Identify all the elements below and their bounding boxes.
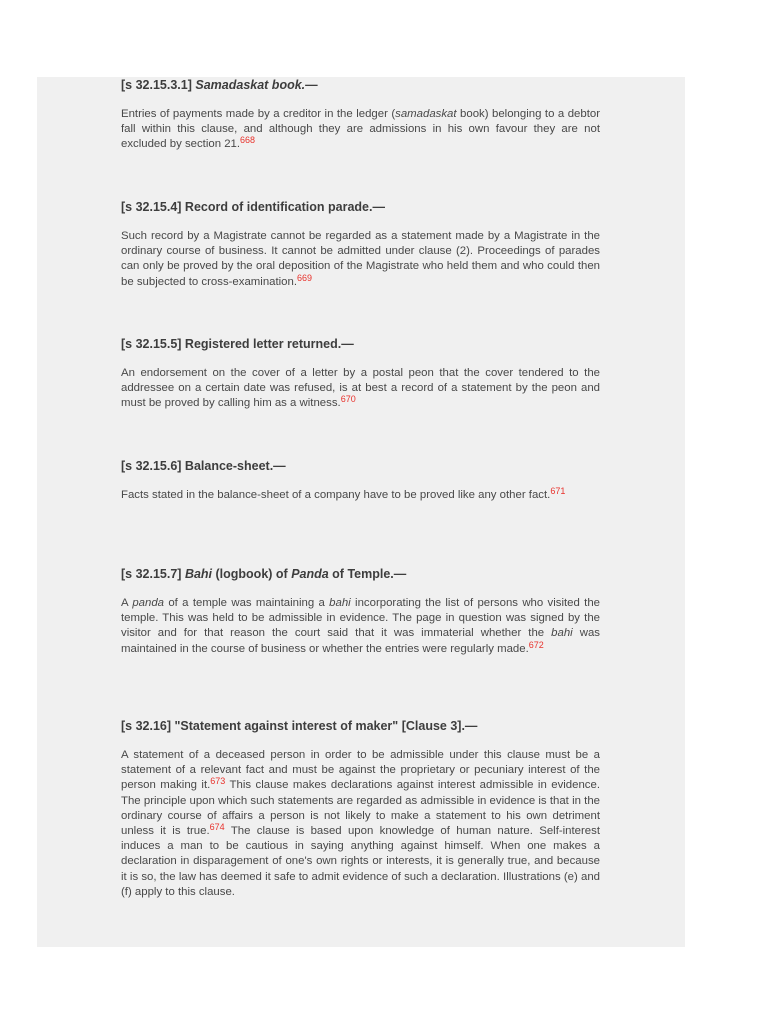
heading-italic: Panda — [291, 567, 329, 581]
footnote-link-670[interactable]: 670 — [340, 394, 356, 405]
section-32-15-6 — [121, 458, 600, 503]
section-paragraph — [121, 366, 600, 412]
section-heading: [s 32.15.5] Registered letter returned.— — [121, 337, 354, 351]
section-heading — [121, 566, 600, 582]
footnote-link-671[interactable]: 671 — [550, 486, 566, 496]
paragraph-text: Such record by a Magistrate cannot be regarded as a statement made by a Magistrate in the ordinary course of business. It cannot be admitted under clause (2). Proceedings of parades can only be proved by the oral deposition of the Magistrate who held them and who could then be subjected to cross-examination. — [121, 230, 600, 288]
section-heading — [121, 77, 600, 93]
footnote-link-673[interactable]: 673 — [210, 776, 226, 787]
section-paragraph — [121, 488, 600, 503]
section-heading: [s 32.15.4] Record of identification parade.— — [121, 200, 385, 214]
document-page — [37, 77, 685, 947]
paragraph-text: incorporating the list of persons who visited the temple. This was held to be admissible in evidence. The page in question was signed by the visitor and for that reason the court said that it was immaterial whether the — [121, 597, 600, 640]
heading-number: [s 32.15.3.1] — [121, 78, 192, 92]
paragraph-text: A — [121, 597, 133, 609]
section-paragraph — [121, 748, 600, 900]
paragraph-text: An endorsement on the cover of a letter by a postal peon that the cover tendered to the addressee on a certain date was refused, is at best a record of a statement by the peon and must be proved by calling him as a witness. — [121, 367, 600, 410]
paragraph-text: A statement of a deceased person in order to be admissible under this clause must be a statement of a relevant fact and must be against the proprietary or pecuniary interest of the person making it. — [121, 749, 600, 792]
heading-dash: — — [305, 78, 318, 92]
heading-text: [s 32.15.7] — [121, 567, 185, 581]
footnote-link-669[interactable]: 669 — [297, 272, 313, 283]
paragraph-italic: bahi — [551, 627, 573, 640]
section-32-15-5 — [121, 336, 600, 412]
paragraph-italic: panda — [132, 597, 164, 609]
section-paragraph — [121, 596, 600, 657]
heading-text: of Temple.— — [328, 567, 407, 581]
paragraph-italic: samadaskat — [395, 108, 457, 120]
paragraph-text: Facts stated in the balance-sheet of a company have to be proved like any other fact. — [121, 489, 551, 501]
footnote-link-674[interactable]: 674 — [209, 822, 225, 833]
paragraph-italic: bahi — [329, 597, 351, 609]
footnote-link-668[interactable]: 668 — [240, 135, 256, 146]
heading-italic: Bahi — [184, 567, 213, 581]
paragraph-text: book) belonging to a debtor fall within this clause, and although they are admissions in his own favour they are not excluded by section 21. — [121, 108, 600, 151]
paragraph-text: This clause makes declarations against interest admissible in evidence. The principle upon which such statements are regarded as admissible in evidence is that in the ordinary course of affairs a person is not likely to make a statement to his own detriment unless it is true. — [121, 779, 600, 838]
paragraph-text: Entries of payments made by a creditor in the ledger ( — [121, 108, 396, 120]
heading-text: (logbook) of — [212, 567, 292, 581]
footnote-link-672[interactable]: 672 — [528, 639, 544, 650]
section-32-15-3-1 — [121, 77, 600, 153]
paragraph-text: was maintained in the course of business or whether the entries were regularly made. — [121, 627, 601, 655]
section-heading: [s 32.15.6] Balance-sheet.— — [121, 459, 286, 473]
paragraph-text: The clause is based upon knowledge of human nature. Self-interest induces a man to be cautious in saying anything against himself. When one makes a declaration in disparagement of one's own rights or interests, it is generally true, and because it is so, the law has deemed it safe to admit evidence of such a declaration. Illustrations (e) and (f) apply to this clause. — [121, 825, 601, 898]
section-paragraph — [121, 229, 600, 290]
section-32-15-7 — [121, 566, 600, 657]
section-32-16 — [121, 718, 600, 900]
paragraph-text: of a temple was maintaining a — [164, 597, 330, 609]
section-paragraph — [121, 107, 600, 153]
section-heading: [s 32.16] "Statement against interest of maker" [Clause 3].— — [121, 719, 478, 733]
section-32-15-4 — [121, 199, 600, 290]
heading-title: Samadaskat book. — [195, 78, 306, 92]
